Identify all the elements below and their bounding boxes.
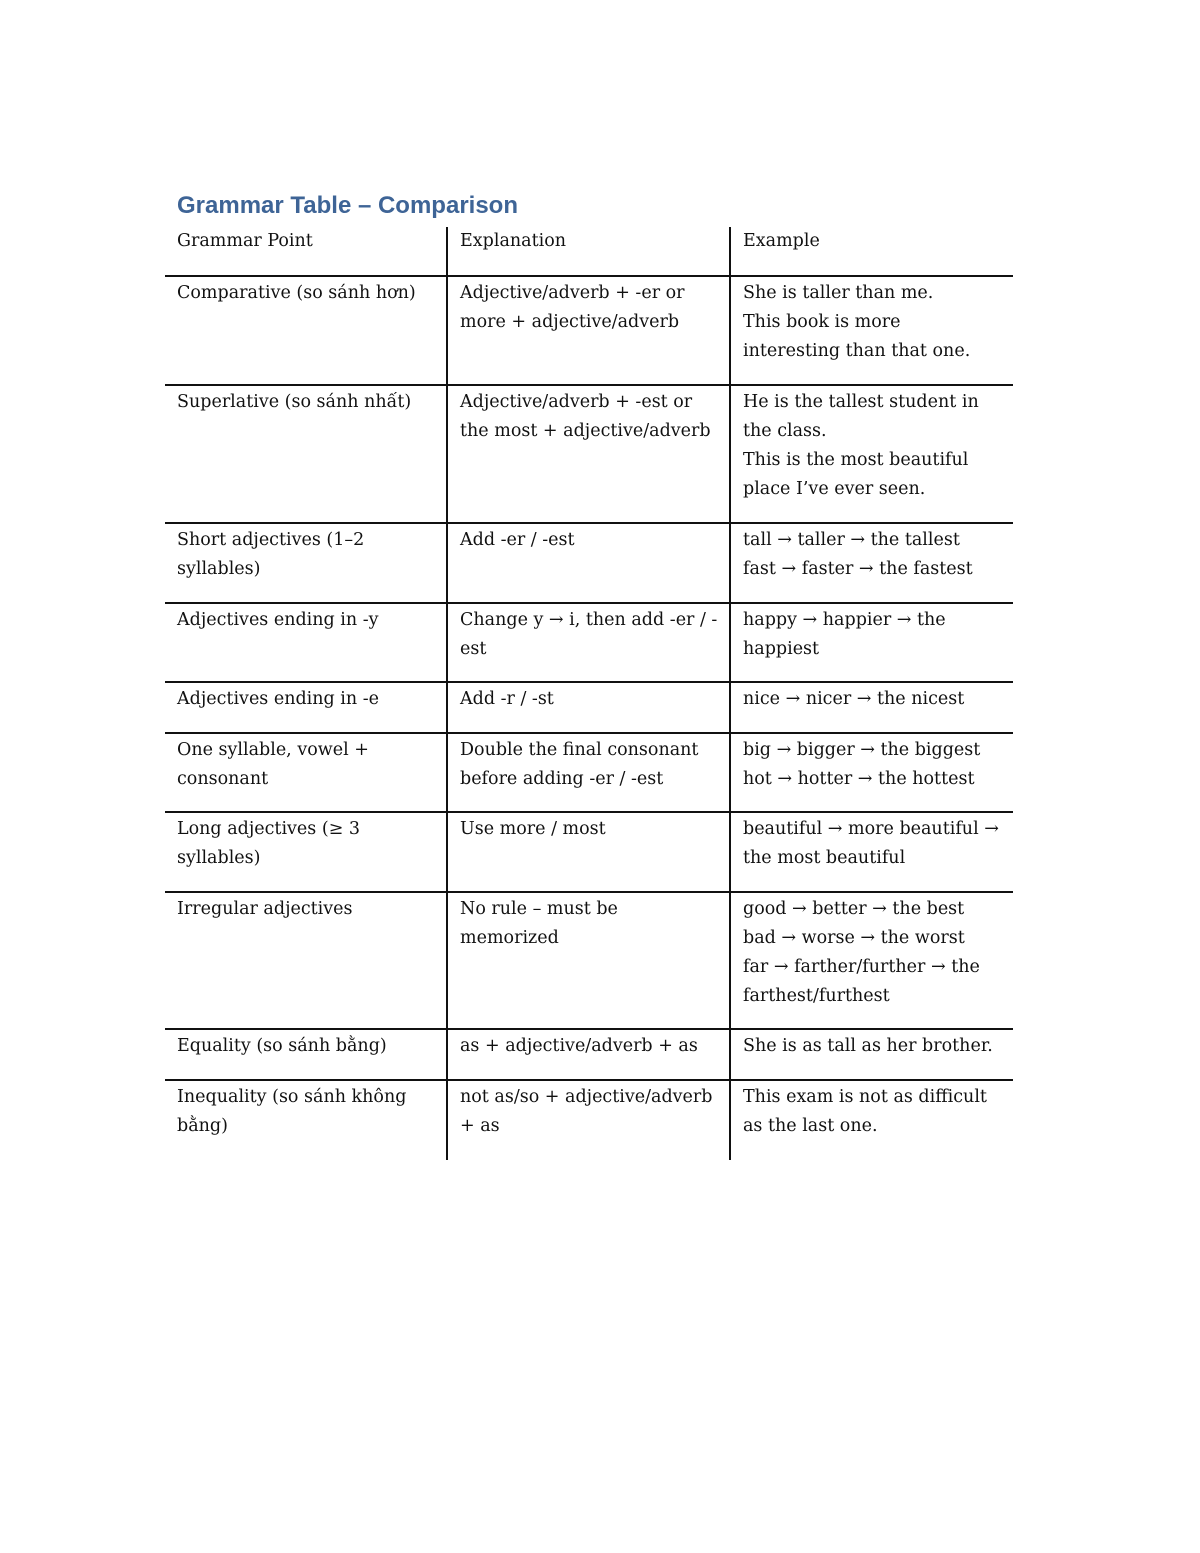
example-line: tall → taller → the tallest bbox=[743, 530, 960, 550]
example-cell bbox=[730, 733, 1013, 812]
example-cell bbox=[730, 276, 1013, 385]
explanation-cell: Adjective/adverb + -er or more + adjective/adverb bbox=[447, 276, 730, 385]
explanation-cell: Double the final consonant before adding -er / -est bbox=[447, 733, 730, 812]
table-row bbox=[165, 682, 1013, 733]
table-row bbox=[165, 523, 1013, 603]
grammar-point-cell: Inequality (so sánh không bằng) bbox=[177, 1087, 407, 1136]
table-row bbox=[165, 276, 1013, 385]
example-line: hot → hotter → the hottest bbox=[743, 769, 975, 789]
page-title: Grammar Table – Comparison bbox=[177, 192, 518, 219]
explanation-cell: No rule – must be memorized bbox=[447, 892, 730, 1029]
column-header-explanation: Explanation bbox=[447, 227, 730, 276]
example-line: happy → happier → the happiest bbox=[743, 610, 946, 659]
table-row bbox=[165, 812, 1013, 892]
example-line: far → farther/further → the farthest/furthest bbox=[743, 957, 980, 1006]
example-cell bbox=[730, 385, 1013, 523]
example-line: good → better → the best bbox=[743, 899, 965, 919]
column-header-grammar-point: Grammar Point bbox=[165, 227, 447, 276]
example-cell bbox=[730, 523, 1013, 603]
example-line: nice → nicer → the nicest bbox=[743, 689, 965, 709]
explanation-cell: not as/so + adjective/adverb + as bbox=[447, 1080, 730, 1160]
explanation-cell: as + adjective/adverb + as bbox=[447, 1029, 730, 1080]
table-row bbox=[165, 733, 1013, 812]
table-header-row bbox=[165, 227, 1013, 276]
explanation-cell: Add -r / -st bbox=[447, 682, 730, 733]
table-row bbox=[165, 603, 1013, 682]
explanation-cell: Add -er / -est bbox=[447, 523, 730, 603]
grammar-point-cell: Long adjectives (≥ 3 syllables) bbox=[165, 812, 447, 892]
example-cell bbox=[730, 682, 1013, 733]
grammar-point-cell: Adjectives ending in -e bbox=[165, 682, 447, 733]
example-line: beautiful → more beautiful → the most beautiful bbox=[743, 819, 999, 868]
example-line: This book is more interesting than that one. bbox=[743, 312, 971, 361]
grammar-point-cell: Equality (so sánh bằng) bbox=[165, 1029, 447, 1080]
example-cell bbox=[730, 603, 1013, 682]
example-line: She is taller than me. bbox=[743, 283, 934, 303]
table-row bbox=[165, 385, 1013, 523]
grammar-table bbox=[165, 227, 1013, 1160]
grammar-point-cell: One syllable, vowel + consonant bbox=[165, 733, 447, 812]
example-line: big → bigger → the biggest bbox=[743, 740, 981, 760]
explanation-cell: Change y → i, then add -er / -est bbox=[447, 603, 730, 682]
example-line: bad → worse → the worst bbox=[743, 928, 965, 948]
table-row bbox=[165, 892, 1013, 1029]
explanation-cell: Use more / most bbox=[447, 812, 730, 892]
explanation-cell: Adjective/adverb + -est or the most + adjective/adverb bbox=[447, 385, 730, 523]
grammar-point-cell: Comparative (so sánh hơn) bbox=[165, 276, 447, 385]
example-line: fast → faster → the fastest bbox=[743, 559, 973, 579]
grammar-point-cell: Short adjectives (1–2 syllables) bbox=[165, 523, 447, 603]
table-row bbox=[165, 1029, 1013, 1080]
grammar-point-cell: Irregular adjectives bbox=[165, 892, 447, 1029]
example-cell bbox=[730, 812, 1013, 892]
column-header-example: Example bbox=[730, 227, 1013, 276]
example-cell bbox=[730, 1080, 1013, 1160]
grammar-point-cell: Adjectives ending in -y bbox=[165, 603, 447, 682]
example-line: She is as tall as her brother. bbox=[743, 1036, 993, 1056]
example-cell bbox=[730, 892, 1013, 1029]
example-line: This exam is not as difficult as the last one. bbox=[743, 1087, 987, 1136]
example-line: This is the most beautiful place I’ve ever seen. bbox=[743, 450, 969, 499]
example-cell bbox=[730, 1029, 1013, 1080]
grammar-point-cell: Superlative (so sánh nhất) bbox=[165, 385, 447, 523]
example-line: He is the tallest student in the class. bbox=[743, 392, 979, 441]
table-row bbox=[165, 1080, 1013, 1160]
